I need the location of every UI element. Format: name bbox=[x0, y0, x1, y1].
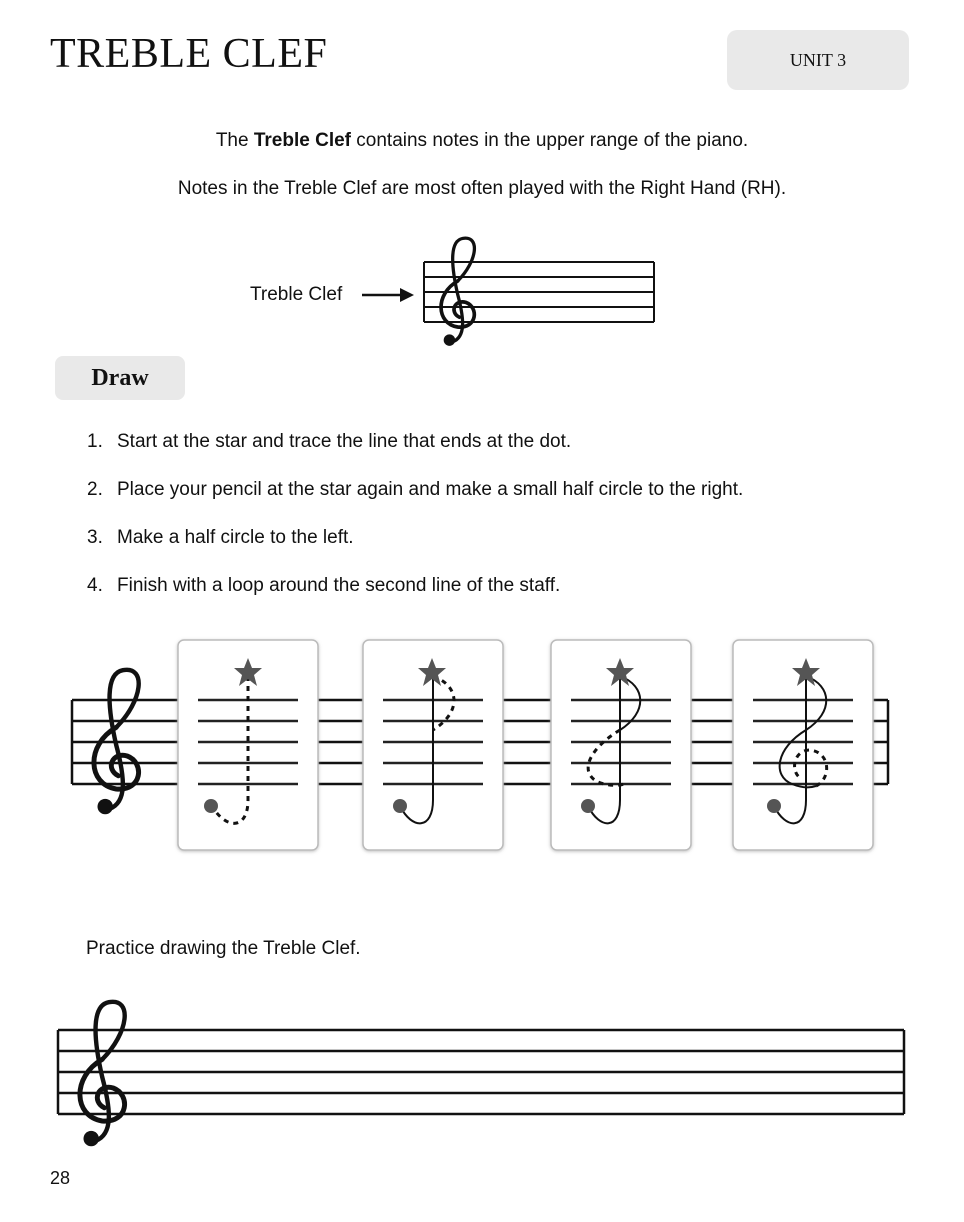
treble-clef-icon bbox=[94, 670, 139, 814]
draw-section-title bbox=[55, 356, 185, 400]
step-card-3 bbox=[551, 640, 691, 850]
page-number: 28 bbox=[50, 1168, 71, 1188]
practice-staff bbox=[58, 1030, 904, 1114]
step-text: Make a half circle to the left. bbox=[117, 527, 354, 548]
step-number: 2. bbox=[87, 479, 103, 500]
intro-line-1-bold: Treble Clef bbox=[253, 130, 351, 151]
step-item bbox=[87, 430, 743, 478]
step-item bbox=[87, 574, 743, 622]
step-item bbox=[87, 526, 743, 574]
intro-line-1-pre: The bbox=[215, 130, 254, 151]
step-number: 3. bbox=[87, 527, 103, 548]
step-text: Place your pencil at the star again and make a small half circle to the right. bbox=[117, 479, 744, 500]
dot-icon bbox=[204, 799, 218, 813]
treble-clef-label: Treble Clef bbox=[250, 284, 343, 305]
page-title: TREBLE CLEF bbox=[50, 31, 328, 77]
unit-badge bbox=[727, 30, 909, 90]
instruction-steps bbox=[87, 430, 743, 622]
star-icon bbox=[418, 658, 446, 686]
step-number: 1. bbox=[87, 431, 103, 452]
unit-badge-label: UNIT 3 bbox=[789, 49, 847, 70]
step-text: Finish with a loop around the second line of the staff. bbox=[117, 575, 561, 596]
practice-label: Practice drawing the Treble Clef. bbox=[86, 938, 361, 959]
dot-icon bbox=[767, 799, 781, 813]
star-icon bbox=[234, 658, 262, 686]
dot-icon bbox=[393, 799, 407, 813]
right-arrow-icon bbox=[362, 288, 414, 302]
treble-clef-icon bbox=[441, 238, 474, 346]
draw-section-title-label: Draw bbox=[91, 364, 149, 391]
intro-line-1 bbox=[0, 130, 964, 152]
step-card-4 bbox=[733, 640, 873, 850]
step-text: Start at the star and trace the line that ends at the dot. bbox=[117, 431, 572, 452]
step-number: 4. bbox=[87, 575, 103, 596]
small-staff bbox=[424, 262, 654, 322]
step-item bbox=[87, 478, 743, 526]
dot-icon bbox=[581, 799, 595, 813]
step-card-1 bbox=[178, 640, 318, 850]
intro-line-2: Notes in the Treble Clef are most often played with the Right Hand (RH). bbox=[177, 178, 787, 199]
treble-clef-icon bbox=[80, 1002, 125, 1146]
star-icon bbox=[792, 658, 820, 686]
step-staff bbox=[72, 700, 888, 784]
star-icon bbox=[606, 658, 634, 686]
intro-line-1-post: contains notes in the upper range of the piano. bbox=[351, 130, 749, 151]
step-card-2 bbox=[363, 640, 503, 850]
